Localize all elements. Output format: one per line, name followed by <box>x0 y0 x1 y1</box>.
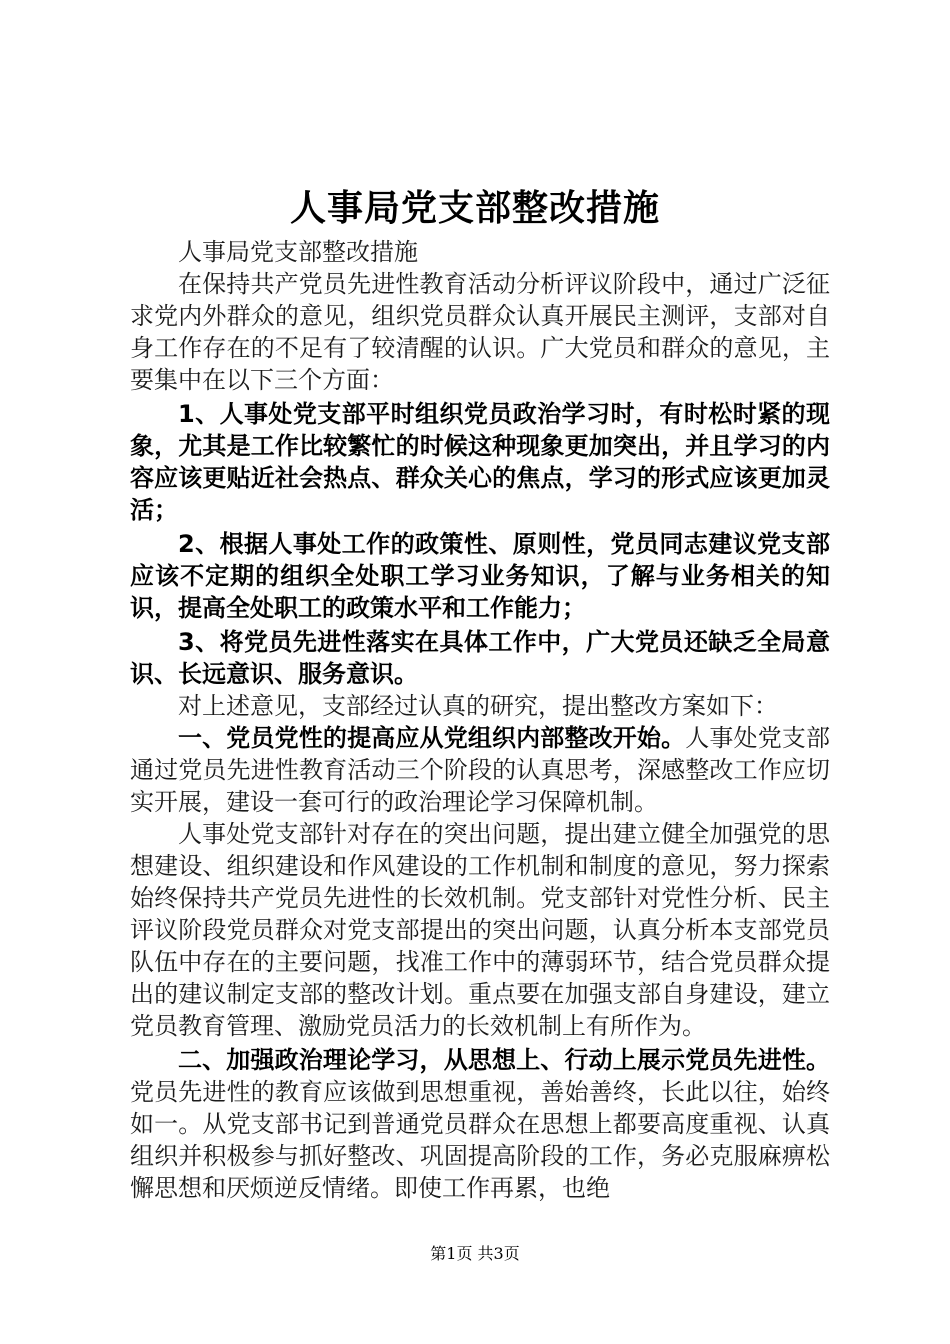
paragraph-section-2 <box>130 1044 830 1204</box>
paragraph-text: 在保持共产党员先进性教育活动分析评议阶段中，通过广泛征求党内外群众的意见，组织党员群众认真开展民主测评，支部对自身工作存在的不足有了较清醒的认识。广大党员和群众的意见，主要集中在以下三个方面： <box>130 270 830 394</box>
paragraph-text: 人事处党支部针对存在的突出问题，提出建立健全加强党的思想建设、组织建设和作风建设的工作机制和制度的意见，努力探索始终保持共产党员先进性的长效机制。党支部针对党性分析、民主评议阶段党员群众对党支部提出的突出问题，认真分析本支部党员队伍中存在的主要问题，找准工作中的薄弱环节，结合党员群众提出的建议制定支部的整改计划。重点要在加强支部自身建设，建立党员教育管理、激励党员活力的长效机制上有所作为。 <box>130 820 830 1040</box>
paragraph-section-1-detail <box>130 818 830 1042</box>
paragraph-text: 2、根据人事处工作的政策性、原则性，党员同志建议党支部应该不定期的组织全处职工学习业务知识，了解与业务相关的知识，提高全处职工的政策水平和工作能力； <box>130 530 830 622</box>
paragraph-text: 1、人事处党支部平时组织党员政治学习时，有时松时紧的现象，尤其是工作比较繁忙的时候这种现象更加突出，并且学习的内容应该更贴近社会热点、群众关心的焦点，学习的形式应该更加灵活； <box>130 400 830 524</box>
paragraph-opinion-2 <box>130 528 830 624</box>
paragraph-text: 3、将党员先进性落实在具体工作中，广大党员还缺乏全局意识、长远意识、服务意识。 <box>130 628 830 688</box>
paragraph-subtitle <box>130 236 830 268</box>
paragraph-opinion-1 <box>130 398 830 526</box>
page-footer: 第1页 共3页 <box>430 1244 520 1263</box>
paragraph-text: 人事处党支部通过党员先进性教育活动三个阶段的认真思考，深感整改工作应切实开展，建设一套可行的政治理论学习保障机制。 <box>130 724 831 816</box>
section-heading: 二、加强政治理论学习，从思想上、行动上展示党员先进性。 <box>178 1046 830 1074</box>
paragraph-section-1 <box>130 722 830 818</box>
paragraph-text: 人事局党支部整改措施 <box>178 238 418 266</box>
paragraph-text: 对上述意见，支部经过认真的研究，提出整改方案如下： <box>178 692 778 720</box>
document-body <box>130 236 830 1204</box>
paragraph-text: 党员先进性的教育应该做到思想重视，善始善终，长此以往，始终如一。从党支部书记到普通党员群众在思想上都要高度重视、认真组织并积极参与抓好整改、巩固提高阶段的工作，务必克服麻痹松懈思想和厌烦逆反情绪。即使工作再累，也绝 <box>130 1078 830 1202</box>
document-title: 人事局党支部整改措施 <box>289 187 660 229</box>
section-heading: 一、党员党性的提高应从党组织内部整改开始。 <box>178 724 686 752</box>
paragraph-response <box>130 690 830 722</box>
paragraph-intro <box>130 268 830 396</box>
paragraph-opinion-3 <box>130 626 830 690</box>
